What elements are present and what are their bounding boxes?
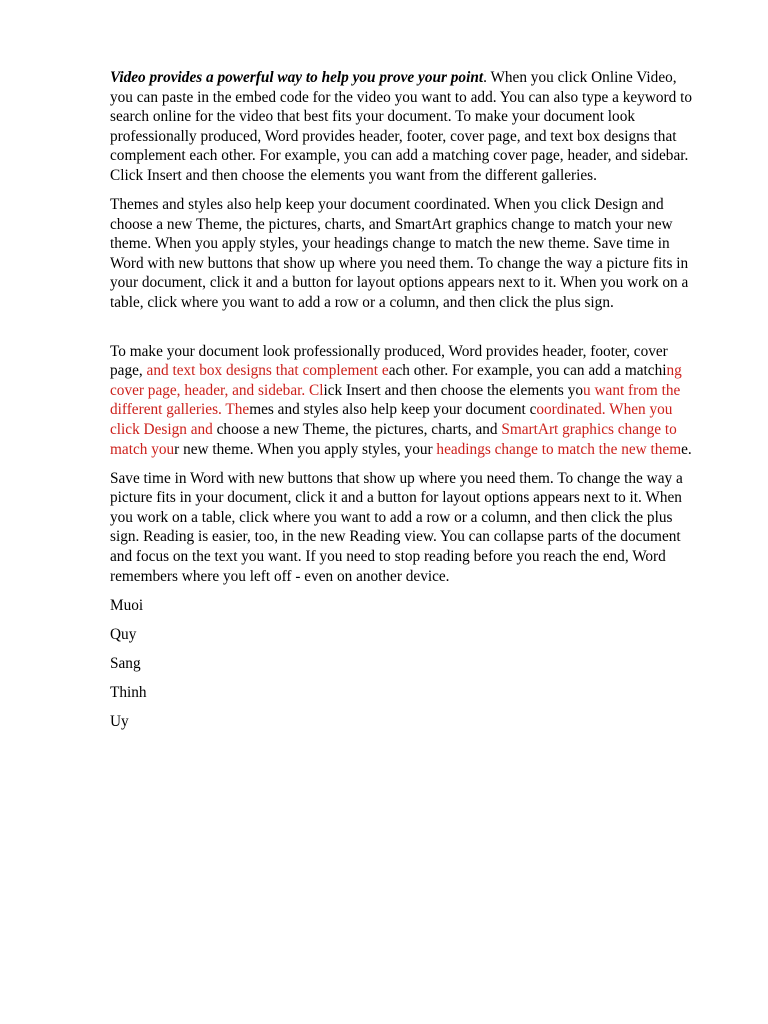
name-line: Muoi bbox=[110, 596, 144, 614]
paragraph-3-highlight: SmartArt graphics change to match you bbox=[110, 421, 677, 458]
name-line: Quy bbox=[110, 625, 137, 643]
paragraph-3-text: ach other. For example, you can add a matchi bbox=[388, 362, 667, 380]
paragraph-1-lead: Video provides a powerful way to help you prove your point bbox=[110, 69, 484, 86]
paragraph-1 bbox=[110, 68, 700, 186]
paragraph-3 bbox=[110, 342, 700, 460]
paragraph-3-highlight: headings change to match the new them bbox=[436, 440, 682, 458]
paragraph-3-text: r new theme. When you apply styles, your bbox=[174, 440, 437, 458]
paragraph-3-text: ick Insert and then choose the elements yo bbox=[323, 381, 584, 399]
name-line: Thinh bbox=[110, 684, 147, 702]
paragraph-2: Themes and styles also help keep your document coordinated. When you click Design and choose a new Theme, the pictures, charts, and SmartArt graphics change to match your new theme. When you apply styles, your headings change to match the new theme. Save time in Word with new buttons that show up where you need them. To change the way a picture fits in your document, click it and a button for layout options appears next to it. When you work on a table, click where you want to add a row or a column, and then click the plus sign. bbox=[110, 196, 689, 312]
paragraph-3-highlight: oordinated. When you click Design and bbox=[110, 401, 673, 438]
paragraph-3-text: mes and styles also help keep your document c bbox=[249, 401, 537, 419]
paragraph-1-text: . When you click Online Video, you can paste in the embed code for the video you want to add. You can also type a keyword to search online for the video that best fits your document. To make your document look professionally produced, Word provides header, footer, cover page, and text box designs that complement each other. For example, you can add a matching cover page, header, and sidebar. Click Insert and then choose the elements you want from the different galleries. bbox=[110, 69, 692, 184]
paragraph-3-highlight: ng cover page, header, and sidebar. Cl bbox=[110, 362, 682, 399]
paragraph-4: Save time in Word with new buttons that show up where you need them. To change the way a picture fits in your document, click it and a button for layout options appears next to it. When you work on a table, click where you want to add a row or a column, and then click the plus sign. Reading is easier, too, in the new Reading view. You can collapse parts of the document and focus on the text you want. If you need to stop reading before you reach the end, Word remembers where you left off - even on another device. bbox=[110, 469, 683, 585]
paragraph-3-highlight: u want from the different galleries. The bbox=[110, 381, 681, 419]
paragraph-3-text: To make your document look professionally produced, Word provides header, footer, cover page, bbox=[110, 342, 668, 380]
name-line: Sang bbox=[110, 654, 141, 672]
paragraph-3-text: choose a new Theme, the pictures, charts, and bbox=[216, 421, 502, 438]
paragraph-3-highlight: and text box designs that complement e bbox=[146, 362, 389, 380]
paragraph-3-text: e. bbox=[681, 440, 692, 458]
document-page bbox=[110, 68, 700, 741]
name-line: Uy bbox=[110, 713, 129, 731]
